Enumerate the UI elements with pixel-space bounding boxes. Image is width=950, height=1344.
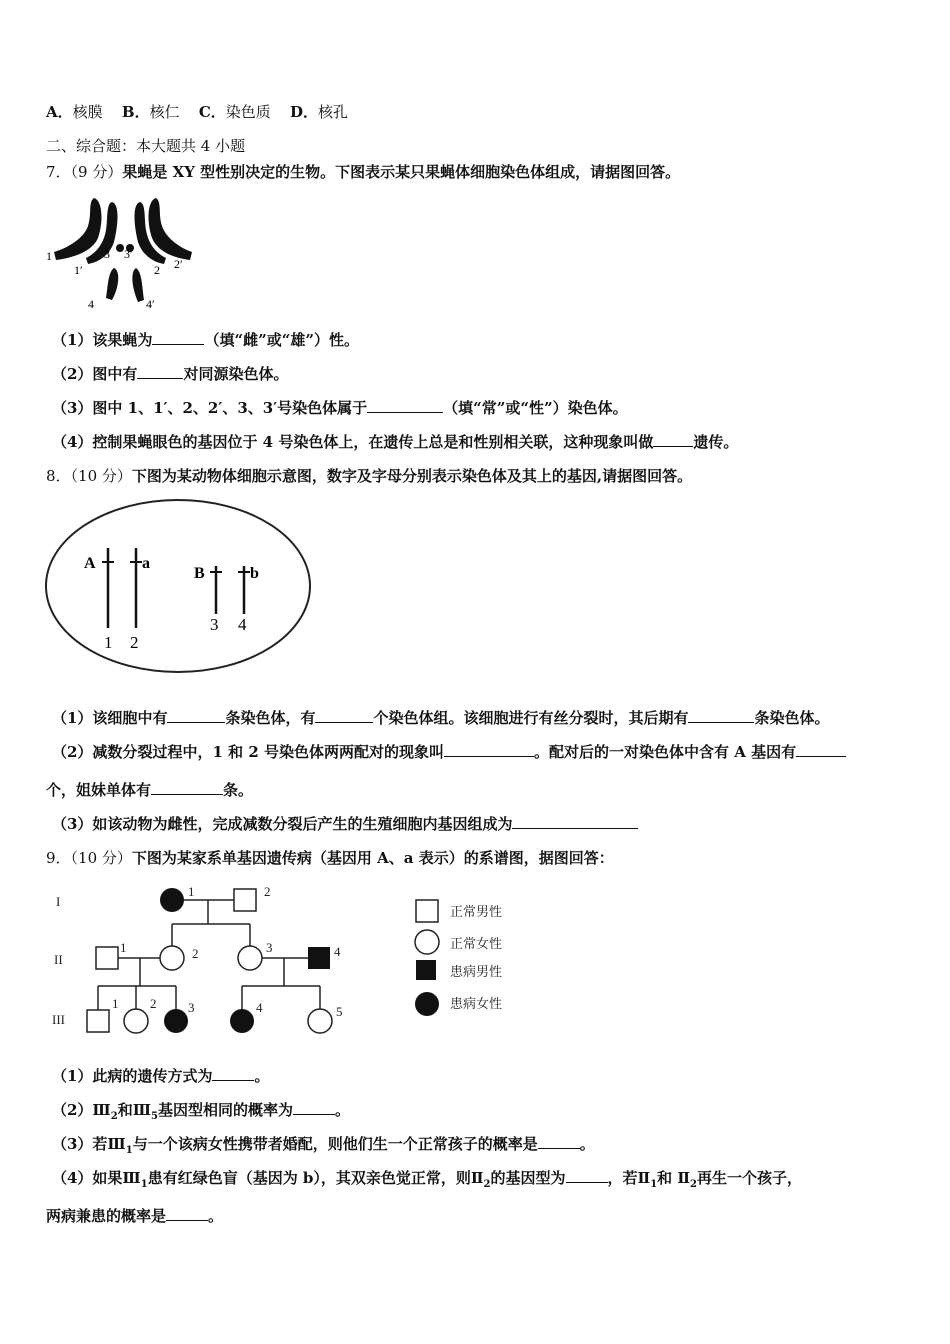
II4-affected-male: [308, 947, 330, 969]
q7-sub1: （1）该果蝇为 （填“雌”或“雄”）性。: [52, 331, 359, 349]
III3-label: 3: [188, 1000, 195, 1015]
label-2prime: 2′: [174, 257, 183, 271]
q9-stem: 9．（10 分）下图为某家系单基因遗传病（基因用 A、a 表示）的系谱图，据图回答：: [46, 849, 614, 867]
legend-affected-male-label: 患病男性: [450, 965, 503, 980]
legend-affected-female-label: 患病女性: [450, 997, 503, 1012]
q9-sub4-cont: 两病兼患的概率是 。: [46, 1207, 224, 1225]
III1-label: 1: [112, 996, 119, 1011]
label-4: 4: [88, 297, 94, 311]
II4-label: 4: [334, 944, 341, 959]
num-1-label: 1: [104, 633, 113, 652]
q9-sub4: （4）如果$Ⅲ_1$患有红绿色盲（基因为 b），其双亲色觉正常，则$Ⅱ_2$的基因型为 ，若$Ⅱ_1$和 $Ⅱ_2$再生一个孩子，: [52, 1169, 803, 1190]
II2-label: 2: [192, 946, 199, 961]
I1-label: 1: [188, 884, 195, 899]
chromosome-1-left-arm: [54, 198, 101, 260]
label-1: 1: [46, 249, 52, 263]
gen-I-label: I: [56, 894, 61, 909]
II1-normal-male: [96, 947, 118, 969]
option-d: D．核孔: [290, 103, 349, 121]
q8-sub2: （2）减数分裂过程中，1 和 2 号染色体两两配对的现象叫 。配对后的一对染色体中含有 A 基因有: [52, 742, 846, 762]
III3-affected-female: [164, 1009, 188, 1033]
III4-label: 4: [256, 1000, 263, 1015]
q7-stem: 7．（9 分）果蝇是 XY 型性别决定的生物。下图表示某只果蝇体细胞染色体组成，请据图回答。: [46, 163, 681, 181]
III5-normal-female: [308, 1009, 332, 1033]
label-3prime: 3′: [124, 247, 133, 261]
I2-label: 2: [264, 884, 271, 899]
I1-affected-female: [160, 888, 184, 912]
q7-chromosome-figure: [44, 190, 194, 315]
III4-affected-female: [230, 1009, 254, 1033]
III1-normal-male: [87, 1010, 109, 1032]
option-b: B．核仁: [121, 103, 180, 121]
II3-label: 3: [266, 940, 273, 955]
label-2: 2: [154, 263, 160, 277]
q8-stem: 8．（10 分）下图为某动物体细胞示意图，数字及字母分别表示染色体及其上的基因,请据图回答。: [46, 467, 693, 485]
q8-sub2-cont: 个，姐妹单体有 条。: [46, 781, 254, 799]
chromosome-3: [116, 244, 124, 252]
cell-outline: [46, 500, 310, 672]
legend-affected-female-icon: [415, 992, 439, 1016]
legend-affected-male-icon: [416, 960, 436, 980]
gene-A-label: A: [84, 555, 96, 572]
label-3: 3: [104, 247, 110, 261]
legend-normal-female-icon: [415, 930, 439, 954]
gen-II-label: II: [54, 952, 63, 967]
num-4-label: 4: [238, 615, 247, 634]
II3-normal-female: [238, 946, 262, 970]
II2-normal-female: [160, 946, 184, 970]
legend-normal-male-icon: [416, 900, 438, 922]
q7-sub3: （3）图中 1、1′、2、2′、3、3′号染色体属于 （填“常”或“性”）染色体。: [52, 399, 628, 417]
q8-cell-figure: [44, 496, 314, 676]
III2-normal-female: [124, 1009, 148, 1033]
option-c: C．染色质: [198, 103, 271, 121]
III5-label: 5: [336, 1004, 343, 1019]
label-1prime: 1′: [74, 263, 83, 277]
num-3-label: 3: [210, 615, 219, 634]
label-4prime: 4′: [146, 297, 155, 311]
I2-normal-male: [234, 889, 256, 911]
gene-b-label: b: [250, 565, 259, 582]
chromosome-4prime: [132, 268, 144, 302]
num-2-label: 2: [130, 633, 139, 652]
q8-sub3: （3）如该动物为雌性，完成减数分裂后产生的生殖细胞内基因组成为: [52, 814, 638, 834]
gene-B-label: B: [194, 565, 205, 582]
III2-label: 2: [150, 996, 157, 1011]
option-a: A．核膜: [46, 103, 103, 121]
gene-a-label: a: [142, 555, 150, 572]
II1-label: 1: [120, 940, 127, 955]
options-line: [46, 102, 362, 122]
q7-sub4: （4）控制果蝇眼色的基因位于 4 号染色体上，在遗传上总是和性别相关联，这种现象叫做 遗传。: [52, 433, 739, 451]
q9-sub3: （3）若$Ⅲ_1$与一个该病女性携带者婚配，则他们生一个正常孩子的概率是 。: [52, 1135, 595, 1156]
q7-sub2: （2）图中有 对同源染色体。: [52, 365, 289, 383]
chromosome-4: [106, 268, 118, 300]
legend-normal-female-label: 正常女性: [450, 937, 503, 952]
section-heading: 二、综合题：本大题共 4 小题: [46, 137, 246, 155]
q9-sub2: $(2)Ⅲ_2$和$Ⅲ_5$基因型相同的概率为 。: [52, 1101, 350, 1122]
q8-sub1: （1）该细胞中有 条染色体，有 个染色体组。该细胞进行有丝分裂时，其后期有 条染色体。: [52, 709, 830, 727]
q9-sub1: （1）此病的遗传方式为 。: [52, 1067, 270, 1085]
gen-III-label: III: [52, 1012, 65, 1027]
q9-pedigree-figure: [44, 876, 524, 1046]
legend-normal-male-label: 正常男性: [450, 905, 503, 920]
